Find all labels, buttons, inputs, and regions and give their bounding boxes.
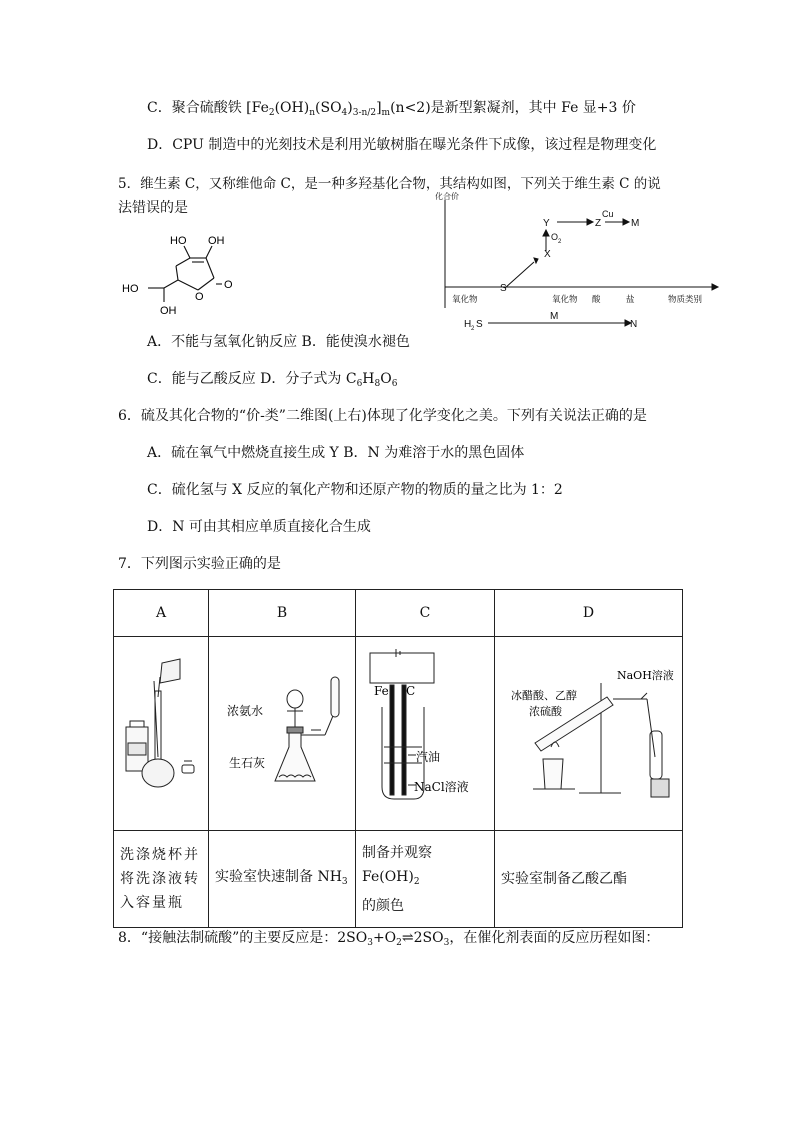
svg-text:OH: OH [160, 305, 177, 317]
figure-a-cell [114, 637, 209, 831]
q6-option-c: C．硫化氢与 X 反应的氧化产物和还原产物的物质的量之比为 1：2 [147, 482, 563, 498]
svg-text:NaCl溶液: NaCl溶液 [414, 780, 469, 794]
svg-text:2: 2 [558, 239, 562, 245]
svg-text:S: S [476, 319, 483, 330]
q6-stem: 6．硫及其化合物的“价-类”二维图(上右)体现了化学变化之美。下列有关说法正确的是 [118, 408, 647, 424]
figure-b-ammonia [209, 637, 354, 826]
q6-option-d: D．N 可由其相应单质直接化合生成 [147, 519, 371, 535]
figure-a-transfer [114, 637, 207, 826]
svg-text:浓氨水: 浓氨水 [227, 704, 264, 718]
figure-c-electrolysis [356, 637, 493, 826]
vitamin-c-structure [118, 228, 248, 320]
svg-text:氧化物: 氧化物 [452, 294, 478, 304]
svg-text:生石灰: 生石灰 [229, 756, 266, 770]
header-d: D [495, 590, 683, 637]
svg-text:O: O [224, 279, 233, 291]
svg-text:浓硫酸: 浓硫酸 [529, 705, 562, 718]
q8-stem: 8．“接触法制硫酸”的主要反应是：$2SO_3+O_2\rightleftharpoons 2SO_3$，在催化剂表面的反应历程如图： [118, 930, 660, 948]
svg-text:盐: 盐 [626, 294, 635, 304]
q6-options-ab: A．硫在氧气中燃烧直接生成 Y B．N 为难溶于水的黑色固体 [147, 445, 525, 461]
q7-stem: 7．下列图示实验正确的是 [118, 556, 281, 572]
sulfur-valence-class-diagram [430, 190, 720, 342]
svg-text:X: X [544, 249, 551, 260]
figure-d-cell [495, 637, 683, 831]
svg-text:氧化物: 氧化物 [552, 294, 578, 304]
svg-text:H: H [464, 319, 472, 330]
svg-text:N: N [630, 319, 638, 330]
experiment-table [113, 589, 683, 928]
svg-text:S: S [500, 283, 507, 294]
figure-d-esterification [495, 637, 681, 826]
svg-text:Y: Y [543, 218, 550, 229]
q5-options-cd: C．能与乙酸反应 D．分子式为 $C_6H_8O_6$ [147, 371, 398, 389]
svg-text:2: 2 [471, 326, 475, 332]
svg-text:O: O [551, 232, 559, 242]
svg-text:O: O [195, 291, 204, 303]
caption-b: 实验室快速制备 $NH_3$ [209, 831, 356, 928]
q4-option-d: D．CPU 制造中的光刻技术是利用光敏树脂在曝光条件下成像，该过程是物理变化 [147, 137, 657, 153]
caption-a: 洗涤烧杯并将洗涤液转入容量瓶 [114, 831, 209, 928]
q5-options-ab: A．不能与氢氧化钠反应 B．能使溴水褪色 [147, 334, 410, 350]
svg-text:Fe: Fe [374, 684, 389, 698]
svg-text:M: M [550, 311, 559, 322]
header-c: C [356, 590, 495, 637]
svg-text:HO: HO [122, 283, 139, 295]
q4-option-c: C．聚合硫酸铁 $[Fe_2(OH)_n(SO_4)_{3-n/2}]_m(n<2)$是新型絮凝剂，其中 Fe 显+3 价 [147, 100, 636, 118]
svg-text:C: C [406, 684, 416, 698]
q5-stem-line1: 5．维生素 C，又称维他命 C，是一种多羟基化合物，其结构如图，下列关于维生素 C 的说 [118, 176, 661, 192]
svg-text:Cu: Cu [602, 209, 614, 219]
caption-c: 制备并观察 $Fe(OH)_2$ 的颜色 [356, 831, 495, 928]
y-axis-label: 化合价 [435, 192, 459, 201]
svg-text:冰醋酸、乙醇: 冰醋酸、乙醇 [511, 689, 577, 702]
figure-b-cell [209, 637, 356, 831]
svg-text:酸: 酸 [592, 294, 601, 304]
svg-text:Z: Z [595, 218, 602, 229]
svg-text:汽油: 汽油 [416, 750, 441, 764]
figure-c-cell [356, 637, 495, 831]
header-b: B [209, 590, 356, 637]
header-a: A [114, 590, 209, 637]
caption-d: 实验室制备乙酸乙酯 [495, 831, 683, 928]
svg-text:NaOH溶液: NaOH溶液 [617, 669, 674, 682]
svg-text:M: M [631, 218, 640, 229]
svg-text:物质类别: 物质类别 [668, 294, 703, 304]
q5-stem-line2: 法错误的是 [118, 200, 188, 216]
svg-text:HO: HO [170, 235, 187, 247]
svg-text:OH: OH [208, 235, 225, 247]
